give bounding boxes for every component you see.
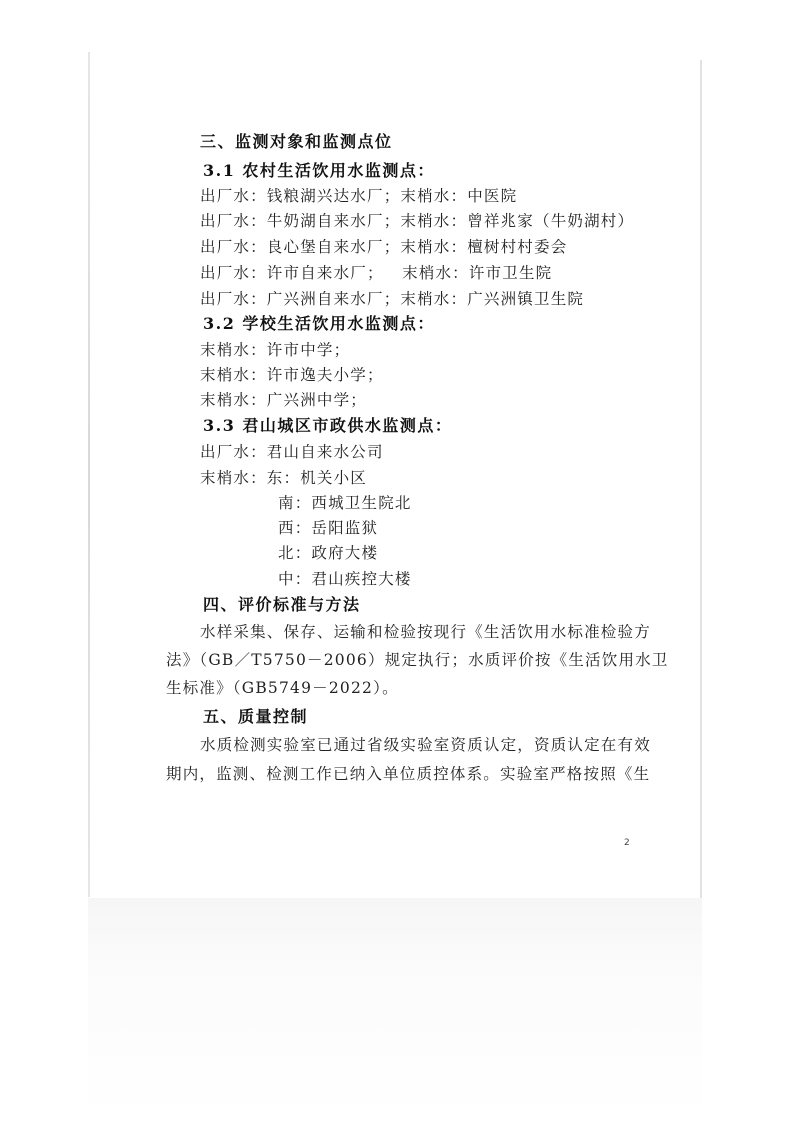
section4-line-3: 生标准》（GB5749－2022）。 [166, 679, 399, 697]
sub33-tap-north: 北：政府大楼 [278, 544, 379, 562]
sub33-tap-west: 西：岳阳监狱 [278, 519, 379, 537]
scan-edge-right [700, 60, 702, 900]
section5-heading: 五、质量控制 [203, 707, 309, 726]
sub33-tap-south: 南：西城卫生院北 [278, 494, 412, 512]
sub33-tap-east: 末梢水：东：机关小区 [200, 469, 368, 487]
sub32-item-1: 末梢水：许市中学； [200, 341, 351, 359]
section4-line-2: 法》（GB／T5750－2006）规定执行；水质评价按《生活饮用水卫 [166, 651, 669, 669]
sub32-item-2: 末梢水：许市逸夫小学； [200, 366, 384, 384]
sub31-item-1: 出厂水：钱粮湖兴达水厂；末梢水：中医院 [200, 187, 518, 205]
section5-line-2: 期内，监测、检测工作已纳入单位质控体系。实验室严格按照《生 [166, 765, 651, 783]
sub32-item-3: 末梢水：广兴洲中学； [200, 391, 368, 409]
sub31-item-2: 出厂水：牛奶湖自来水厂；末梢水：曾祥兆家（牛奶湖村） [200, 212, 635, 230]
section4-line-1: 水样采集、保存、运输和检验按现行《生活饮用水标准检验方 [200, 623, 651, 641]
sub31-heading: 3.1 农村生活饮用水监测点： [203, 161, 435, 180]
section4-heading: 四、评价标准与方法 [203, 595, 361, 614]
sub31-item-4: 出厂水：许市自来水厂； 末梢水：许市卫生院 [200, 264, 553, 282]
sub31-item-3: 出厂水：良心堡自来水厂；末梢水：檀树村村委会 [200, 238, 568, 256]
section5-line-1: 水质检测实验室已通过省级实验室资质认定，资质认定在有效 [200, 736, 651, 754]
sub32-heading: 3.2 学校生活饮用水监测点： [203, 314, 435, 333]
sub31-item-5: 出厂水：广兴洲自来水厂；末梢水：广兴洲镇卫生院 [200, 290, 585, 308]
scan-bottom-shadow [88, 898, 702, 1122]
page-number: 2 [624, 838, 630, 848]
sub33-tap-center: 中：君山疾控大楼 [278, 570, 412, 588]
document-page [90, 52, 700, 898]
section3-heading: 三、监测对象和监测点位 [200, 132, 393, 151]
sub33-heading: 3.3 君山城区市政供水监测点： [203, 416, 453, 435]
sub33-factory: 出厂水：君山自来水公司 [200, 443, 384, 461]
